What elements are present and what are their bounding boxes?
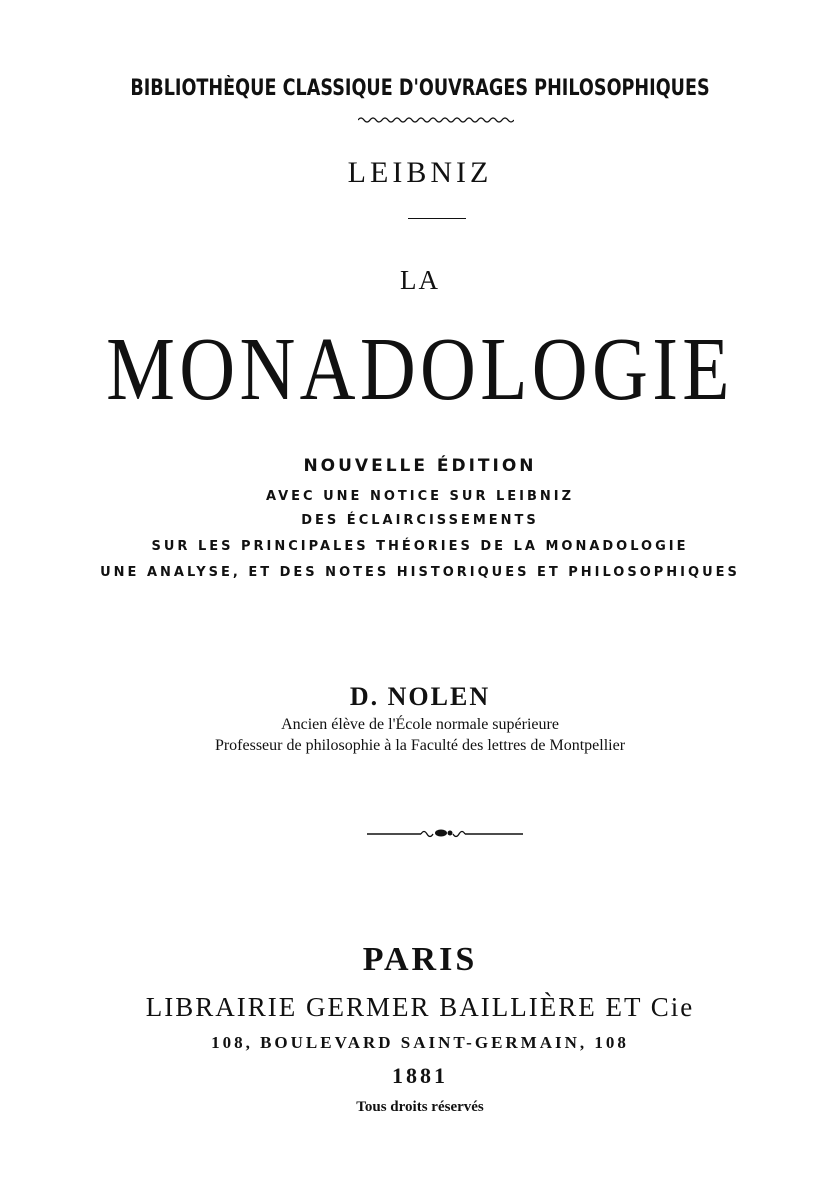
rights-notice: Tous droits réservés	[356, 1099, 484, 1115]
publisher-address: 108, BOULEVARD SAINT-GERMAIN, 108	[211, 1033, 629, 1052]
ornament-divider	[367, 826, 523, 842]
edition-label: NOUVELLE ÉDITION	[303, 456, 537, 476]
subtitle-line: UNE ANALYSE, ET DES NOTES HISTORIQUES ET PHILOSOPHIQUES	[100, 565, 740, 580]
series-title: BIBLIOTHÈQUE CLASSIQUE D'OUVRAGES PHILOSOPHIQUES	[130, 76, 710, 101]
editor-credential: Ancien élève de l'École normale supérieure	[281, 716, 559, 733]
editor-credential: Professeur de philosophie à la Faculté des lettres de Montpellier	[214, 737, 626, 754]
editor-name: D. NOLEN	[349, 682, 491, 711]
title-article: LA	[400, 265, 440, 295]
author-name: LEIBNIZ	[347, 156, 493, 189]
subtitle-line: DES ÉCLAIRCISSEMENTS	[301, 513, 539, 528]
wavy-rule	[358, 116, 514, 124]
subtitle-line: AVEC UNE NOTICE SUR LEIBNIZ	[265, 489, 575, 504]
short-rule	[408, 218, 466, 219]
subtitle-line: SUR LES PRINCIPALES THÉORIES DE LA MONADOLOGIE	[151, 539, 689, 554]
main-title: MONADOLOGIE	[106, 320, 734, 419]
publication-year: 1881	[392, 1063, 448, 1088]
publication-city: PARIS	[362, 941, 478, 978]
publisher-name: LIBRAIRIE GERMER BAILLIÈRE ET Cie	[145, 992, 695, 1022]
